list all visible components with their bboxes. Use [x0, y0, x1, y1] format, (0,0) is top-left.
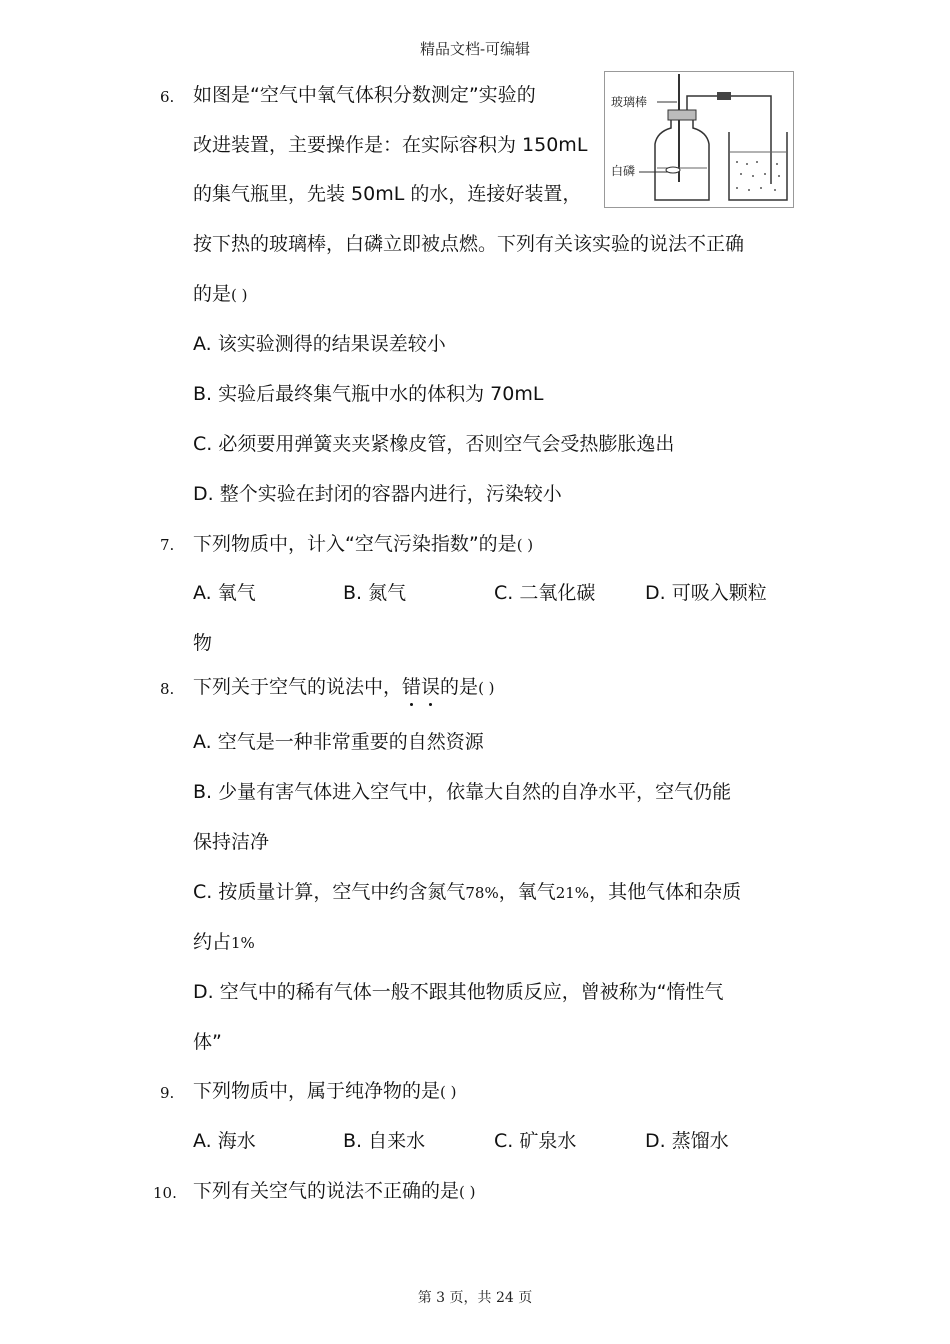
emphasis-char: 错 [402, 676, 422, 698]
answer-paren: ( ) [478, 679, 495, 697]
q6-option-c[interactable]: C. 必须要用弹簧夹夹紧橡皮管，否则空气会受热膨胀逸出 [193, 433, 675, 455]
page-header: 精品文档-可编辑 [419, 40, 531, 58]
page-footer: 第 3 页，共 24 页 [417, 1290, 533, 1306]
answer-paren: ( ) [516, 536, 534, 554]
q6-number: 6. [160, 88, 175, 106]
q7-option-d[interactable]: D. 可吸入颗粒 [645, 582, 767, 604]
q6-line-3: 的集气瓶里，先装 50mL 的水，连接好装置， [193, 183, 582, 205]
q7-option-b[interactable]: B. 氮气 [343, 582, 407, 604]
q7-option-a[interactable]: A. 氧气 [193, 582, 256, 604]
q9-number: 9. [160, 1084, 175, 1102]
q8-option-b[interactable]: B. 少量有害气体进入空气中，依靠大自然的自净水平，空气仍能 [193, 781, 732, 803]
q6-option-d[interactable]: D. 整个实验在封闭的容器内进行，污染较小 [193, 483, 562, 505]
q9-option-b[interactable]: B. 自来水 [343, 1130, 426, 1152]
q8-option-d[interactable]: D. 空气中的稀有气体一般不跟其他物质反应，曾被称为“惰性气 [193, 981, 724, 1003]
q7-stem: 下列物质中，计入“空气污染指数”的是( ) [193, 533, 534, 555]
figure-label-white-phosphorus: 白磷 [611, 164, 636, 178]
q8-option-a[interactable]: A. 空气是一种非常重要的自然资源 [193, 731, 484, 753]
q10-number: 10. [153, 1184, 177, 1202]
q8-option-c[interactable]: C. 按质量计算，空气中约含氮气78%，氧气21%，其他气体和杂质 [193, 881, 742, 903]
q10-stem: 下列有关空气的说法不正确的是( ) [193, 1180, 476, 1202]
q6-line-2: 改进装置，主要操作是：在实际容积为 150mL [193, 134, 588, 156]
q6-line-5: 的是( ) [193, 283, 248, 305]
answer-paren: ( ) [440, 1083, 457, 1101]
q8-option-d-wrap: 体” [193, 1031, 222, 1053]
q8-option-b-wrap: 保持洁净 [193, 831, 270, 853]
apparatus-diagram [605, 72, 793, 207]
apparatus-figure [604, 71, 794, 208]
q8-option-c-wrap: 约占1% [193, 931, 255, 953]
figure-label-glass-rod: 玻璃棒 [611, 95, 648, 109]
q7-option-d-wrap: 物 [193, 632, 213, 654]
answer-paren: ( ) [459, 1183, 476, 1201]
q7-option-c[interactable]: C. 二氧化碳 [494, 582, 596, 604]
q8-number: 8. [160, 680, 175, 698]
q9-stem: 下列物质中，属于纯净物的是( ) [193, 1080, 457, 1102]
q7-number: 7. [160, 536, 175, 554]
q9-option-c[interactable]: C. 矿泉水 [494, 1130, 577, 1152]
q9-option-d[interactable]: D. 蒸馏水 [645, 1130, 729, 1152]
q6-line-1: 如图是“空气中氧气体积分数测定”实验的 [193, 84, 536, 106]
q9-option-a[interactable]: A. 海水 [193, 1130, 256, 1152]
emphasis-char: 误 [421, 676, 441, 698]
q6-line-4: 按下热的玻璃棒，白磷立即被点燃。下列有关该实验的说法不正确 [193, 233, 745, 255]
q6-option-a[interactable]: A. 该实验测得的结果误差较小 [193, 333, 446, 355]
q6-option-b[interactable]: B. 实验后最终集气瓶中水的体积为 70mL [193, 383, 544, 405]
q8-stem: 下列关于空气的说法中，错误的是( ) [193, 676, 495, 698]
answer-paren: ( ) [231, 286, 248, 304]
